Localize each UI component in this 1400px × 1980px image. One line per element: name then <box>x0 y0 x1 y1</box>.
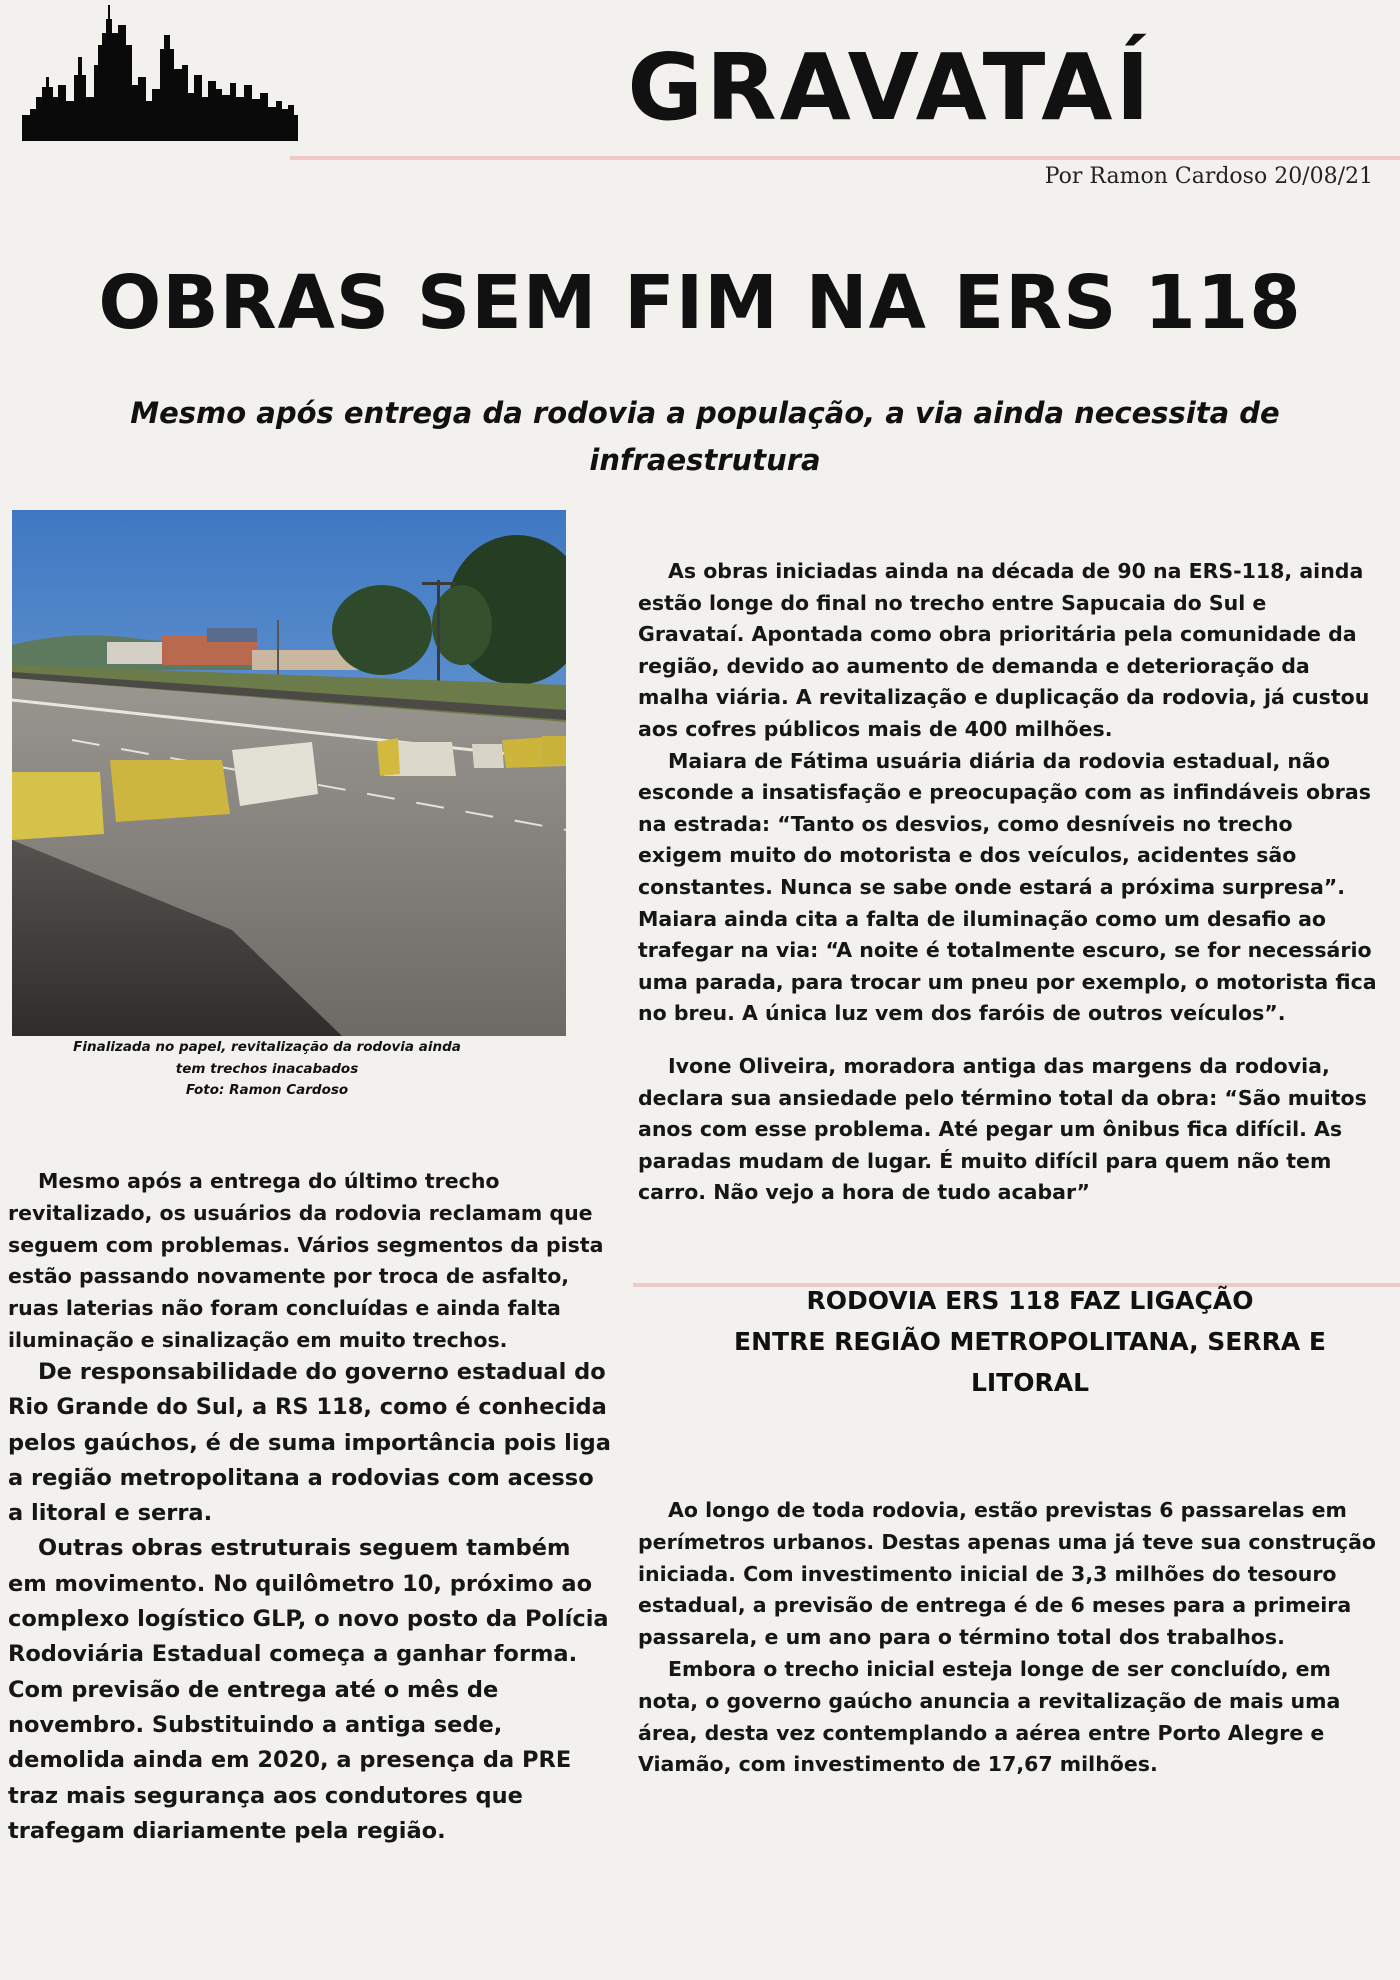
caption-line: Foto: Ramon Cardoso <box>185 1082 349 1098</box>
article-paragraph: Embora o trecho inicial esteja longe de ser concluído, em nota, o governo gaúcho anuncia a revitalização de mais uma área, desta vez contemplando a aérea entre Porto Alegre e Viamão, com investimento de 17,67 milhões. <box>638 1656 1341 1777</box>
left-column-intro <box>8 1166 613 1357</box>
article-paragraph: Outras obras estruturais seguem também em movimento. No quilômetro 10, próximo ao complexo logístico GLP, o novo posto da Polícia Rodoviária Estadual começa a ganhar forma. Com previsão de entrega até o mês de novembro. Substituindo a antiga sede, demolida ainda em 2020, a presença da PRE traz mais segurança aos condutores que trafegam diariamente pela região. <box>8 1535 609 1844</box>
left-column-body <box>8 1355 613 1849</box>
article-paragraph: Mesmo após a entrega do último trecho revitalizado, os usuários da rodovia reclamam que seguem com problemas. Vários segmentos da pista estão passando novamente por troca de asfalto, ruas laterias não foram concluídas e ainda falta iluminação e sinalização em muito trechos. <box>8 1169 604 1352</box>
header-divider <box>290 156 1400 160</box>
road-photo <box>12 510 566 1036</box>
sidebar-heading <box>640 1280 1400 1403</box>
article-paragraph: De responsabilidade do governo estadual do Rio Grande do Sul, a RS 118, como é conhecida pelos gaúchos, é de suma importância pois liga a região metropolitana a rodovias com acesso a litoral e serra. <box>8 1359 611 1527</box>
caption-line: tem trechos inacabados <box>175 1060 359 1077</box>
article-paragraph: As obras iniciadas ainda na década de 90 na ERS-118, ainda estão longe do final no trecho entre Sapucaia do Sul e Gravataí. Apontada como obra prioritária pela comunidade da região, devido ao aumento de demanda e deterioração da malha viária. A revitalização e duplicação da rodovia, já custou aos cofres públicos mais de 400 milhões. <box>638 559 1370 741</box>
caption-line: Finalizada no papel, revitalização da rodovia ainda <box>73 1039 461 1055</box>
article-paragraph: Ao longo de toda rodovia, estão previstas 6 passarelas em perímetros urbanos. Destas apenas uma já teve sua construção iniciada. Com investimento inicial de 3,3 milhões do tesouro estadual, a previsão de entrega é de 6 meses para a primeira passarela, e um ano para o término total dos trabalhos. <box>638 1498 1376 1650</box>
right-column-quote <box>638 1051 1378 1209</box>
photo-caption <box>12 1037 522 1102</box>
sidebar-heading-line: LITORAL <box>970 1368 1090 1397</box>
subheadline: Mesmo após entrega da rodovia a população, a via ainda necessita de infraestrutura <box>130 396 1280 477</box>
byline: Por Ramon Cardoso 20/08/21 <box>1044 164 1373 189</box>
article-paragraph: Ivone Oliveira, moradora antiga das margens da rodovia, declara sua ansiedade pelo término total da obra: “São muitos anos com esse problema. Até pegar um ônibus fica difícil. As paradas mudam de lugar. É muito difícil para quem não tem carro. Não vejo a hora de tudo acabar” <box>638 1054 1367 1205</box>
headline: OBRAS SEM FIM NA ERS 118 <box>98 260 1302 346</box>
right-column-body <box>638 556 1378 1030</box>
sidebar-heading-line: ENTRE REGIÃO METROPOLITANA, SERRA E <box>734 1327 1326 1356</box>
city-skyline-icon <box>22 5 298 141</box>
sidebar-heading-line: RODOVIA ERS 118 FAZ LIGAÇÃO <box>806 1286 1254 1315</box>
article-paragraph: Maiara de Fátima usuária diária da rodovia estadual, não esconde a insatisfação e preocupação com as infindáveis obras na estrada: “Tanto os desvios, como desníveis no trecho exigem muito do motorista e dos veículos, acidentes são constantes. Nunca se sabe onde estará a próxima surpresa”. Maiara ainda cita a falta de iluminação como um desafio ao trafegar na via: “A noite é totalmente escuro, se for necessário uma parada, para trocar um pneu por exemplo, o motorista fica no breu. A única luz vem dos faróis de outros veículos”. <box>638 748 1377 1026</box>
masthead-title: GRAVATAÍ <box>627 34 1153 141</box>
sidebar-body <box>638 1495 1378 1781</box>
